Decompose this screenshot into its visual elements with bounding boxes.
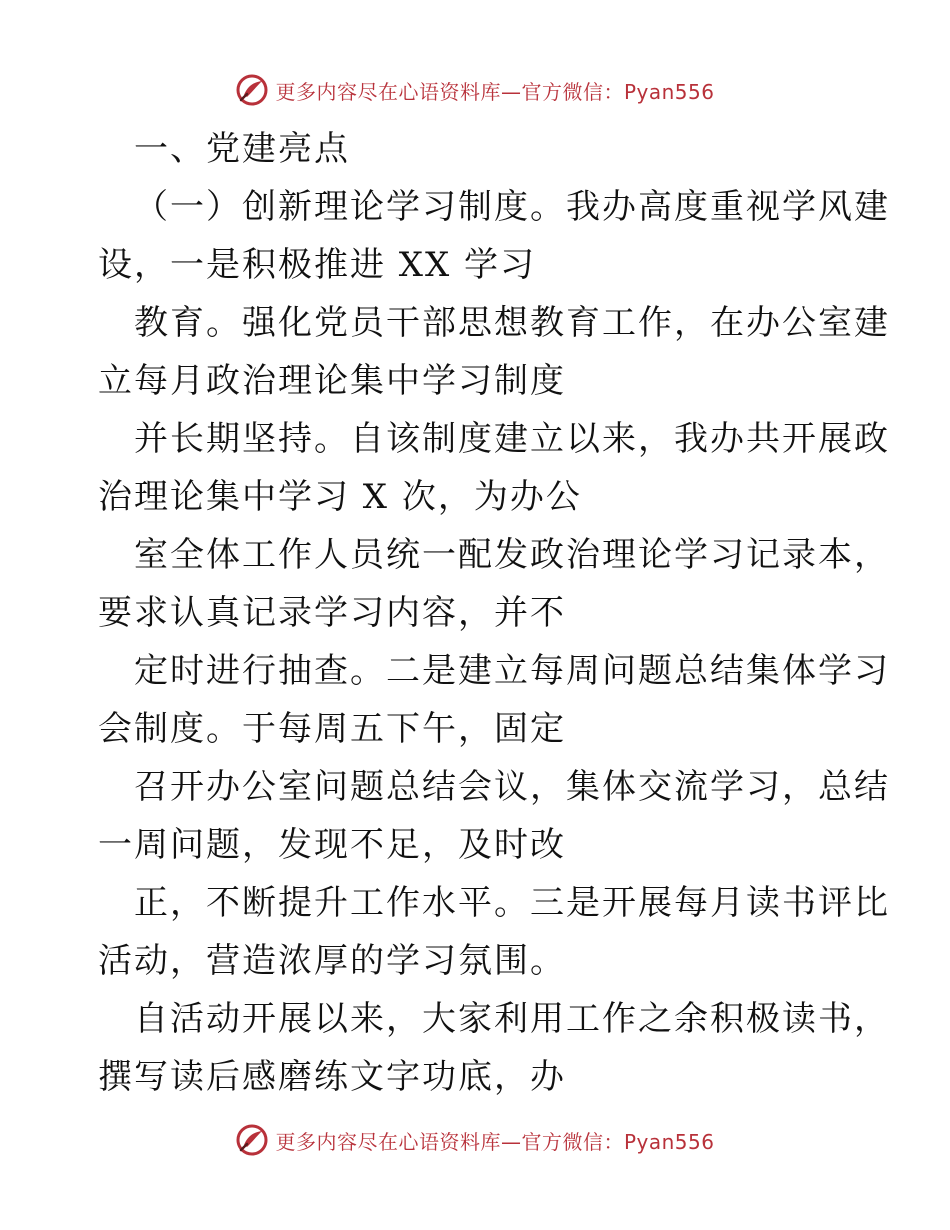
header-watermark-banner xyxy=(0,70,950,110)
paragraph-line: 设，一是积极推进 XX 学习 xyxy=(98,245,537,285)
paragraph-line: 召开办公室问题总结会议，集体交流学习，总结 xyxy=(134,767,890,807)
paragraph-line: 立每月政治理论集中学习制度 xyxy=(98,361,566,401)
paragraph-line: 治理论集中学习 X 次，为办公 xyxy=(98,477,582,517)
paragraph-line: 活动，营造浓厚的学习氛围。 xyxy=(98,941,566,981)
footer-watermark-banner xyxy=(0,1120,950,1160)
section-heading: 一、党建亮点 xyxy=(134,129,350,169)
paragraph-line: （一）创新理论学习制度。我办高度重视学风建 xyxy=(134,187,890,227)
paragraph-line: 会制度。于每周五下午，固定 xyxy=(98,709,566,749)
pen-globe-logo-icon xyxy=(235,1123,269,1157)
paragraph-line: 一周问题，发现不足，及时改 xyxy=(98,825,566,865)
paragraph-line: 室全体工作人员统一配发政治理论学习记录本， xyxy=(134,535,890,575)
paragraph-line: 教育。强化党员干部思想教育工作，在办公室建 xyxy=(134,303,890,343)
watermark-text: 更多内容尽在心语资料库—官方微信：Pyan556 xyxy=(275,1129,715,1154)
pen-globe-logo-icon xyxy=(235,73,269,107)
paragraph-line: 撰写读后感磨练文字功底，办 xyxy=(98,1057,566,1097)
watermark-text: 更多内容尽在心语资料库—官方微信：Pyan556 xyxy=(275,79,715,104)
document-body xyxy=(98,120,890,1106)
paragraph-line: 并长期坚持。自该制度建立以来，我办共开展政 xyxy=(134,419,890,459)
paragraph-line: 自活动开展以来，大家利用工作之余积极读书， xyxy=(134,999,890,1039)
paragraph-line: 正，不断提升工作水平。三是开展每月读书评比 xyxy=(134,883,890,923)
paragraph-line: 定时进行抽查。二是建立每周问题总结集体学习 xyxy=(134,651,890,691)
paragraph-line: 要求认真记录学习内容，并不 xyxy=(98,593,566,633)
